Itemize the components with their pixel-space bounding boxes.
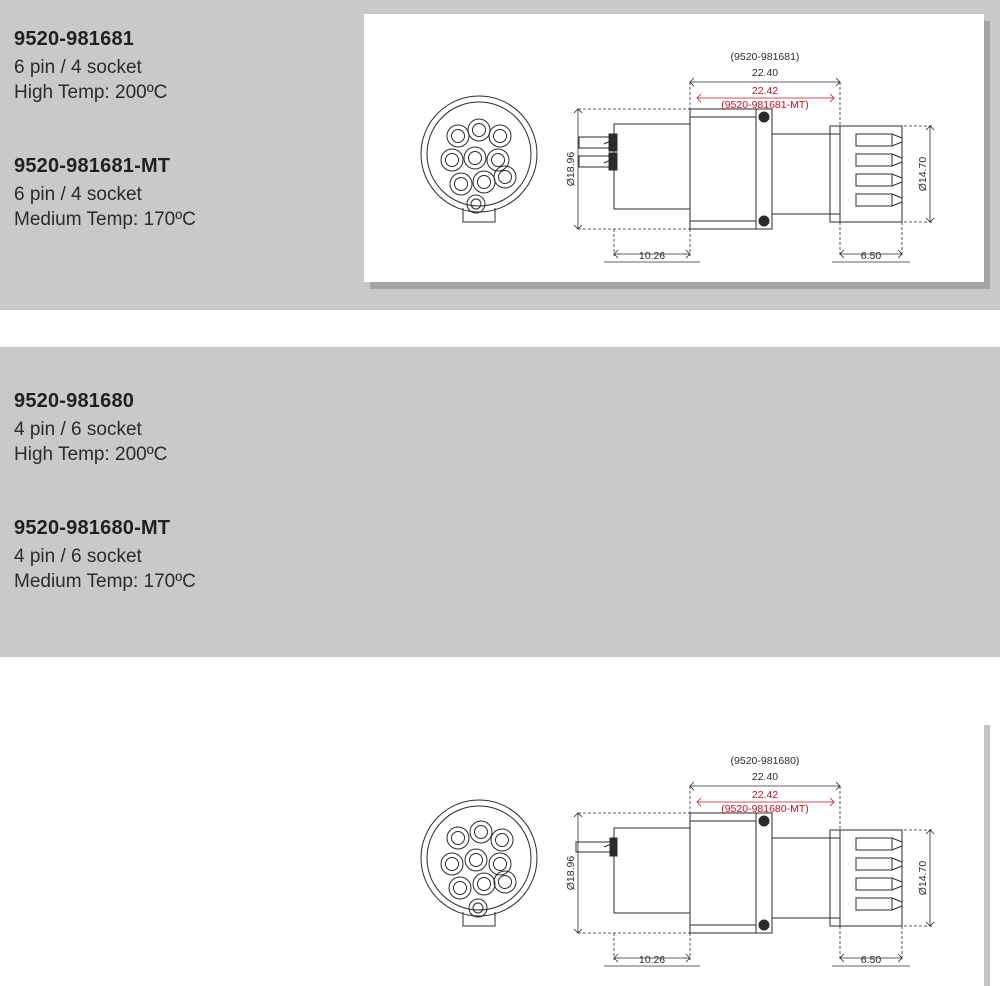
technical-drawing-top — [364, 14, 984, 282]
label-dim-bottom-right: 6.50 — [860, 954, 882, 966]
label-diameter-left: Ø18.96 — [565, 855, 577, 891]
pin-socket-config: 6 pin / 4 socket — [14, 184, 142, 205]
temperature-rating: High Temp: 200ºC — [14, 82, 168, 103]
pin-socket-config: 6 pin / 4 socket — [14, 57, 142, 78]
spec-block-high-temp-bottom — [14, 390, 167, 469]
part-number: 9520-981680-MT — [14, 517, 171, 539]
label-diameter-right: Ø14.70 — [917, 156, 929, 192]
label-dim-bottom-left: 10.26 — [638, 954, 666, 966]
technical-drawing-bottom — [364, 718, 984, 986]
label-top-part-number: (9520-981681) — [730, 51, 800, 63]
pin-socket-config: 4 pin / 6 socket — [14, 546, 142, 567]
side-view-top — [579, 109, 902, 229]
temperature-rating: Medium Temp: 170ºC — [14, 209, 196, 230]
label-top-dimension: 22.40 — [751, 771, 779, 783]
spec-block-high-temp-top — [14, 28, 167, 107]
label-mt-part-number: (9520-981681-MT) — [721, 99, 809, 111]
spec-block-medium-temp-bottom — [14, 517, 196, 596]
label-mt-part-number: (9520-981680-MT) — [721, 803, 809, 815]
temperature-rating: Medium Temp: 170ºC — [14, 571, 196, 592]
label-diameter-right: Ø14.70 — [917, 860, 929, 896]
label-top-part-number: (9520-981680) — [730, 755, 800, 767]
front-view-bottom — [421, 800, 537, 926]
label-dim-bottom-left: 10.26 — [638, 250, 666, 262]
label-diameter-left: Ø18.96 — [565, 151, 577, 187]
pin-socket-config: 4 pin / 6 socket — [14, 419, 142, 440]
label-top-dimension: 22.40 — [751, 67, 779, 79]
front-view-top — [421, 96, 537, 222]
temperature-rating: High Temp: 200ºC — [14, 444, 168, 465]
spec-block-medium-temp-top — [14, 155, 196, 234]
part-number: 9520-981681 — [14, 28, 135, 50]
side-view-bottom — [576, 813, 902, 933]
product-panel-bottom — [0, 347, 1000, 966]
label-dim-bottom-right: 6.50 — [860, 250, 882, 262]
panel-divider — [0, 310, 1000, 347]
label-mt-dimension: 22.42 — [751, 789, 779, 801]
part-number: 9520-981681-MT — [14, 155, 171, 177]
product-panel-top — [0, 0, 1000, 310]
part-number: 9520-981680 — [14, 390, 135, 412]
label-mt-dimension: 22.42 — [751, 85, 779, 97]
